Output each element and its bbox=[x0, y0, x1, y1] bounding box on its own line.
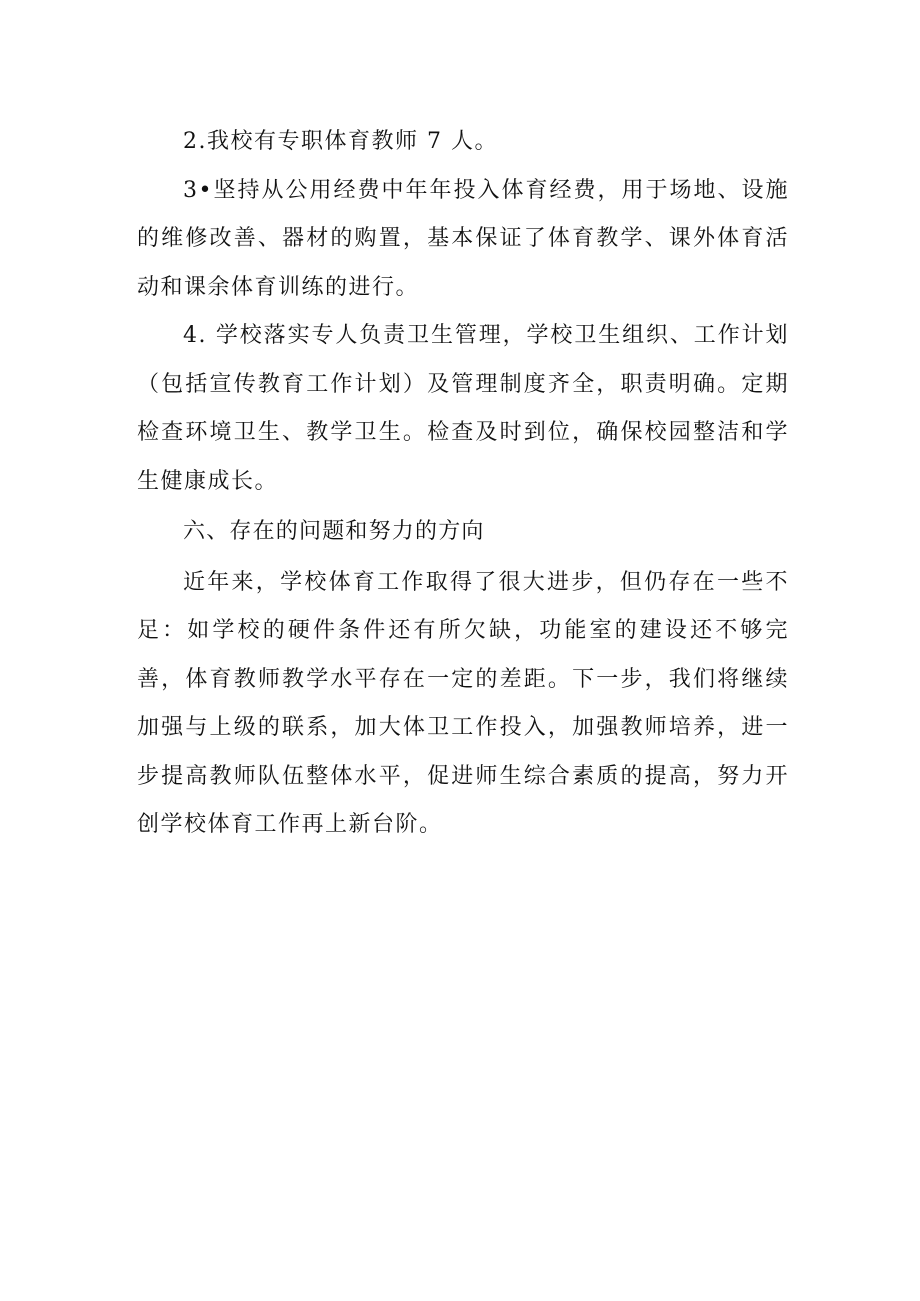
section-heading: 六、存在的问题和努力的方向 bbox=[183, 519, 485, 544]
document-body bbox=[137, 118, 789, 850]
closing-paragraph: 近年来，学校体育工作取得了很大进步，但仍存在一些不足：如学校的硬件条件还有所欠缺，功能室的建设还不够完善，体育教师教学水平存在一定的差距。下一步，我们将继续加强与上级的联系，加大体卫工作投入，加强教师培养，进一步提高教师队伍整体水平，促进师生综合素质的提高，努力开创学校体育工作再上新台阶。 bbox=[137, 569, 789, 837]
paragraph-item-2: 2.我校有专职体育教师 7 人。 bbox=[183, 129, 498, 154]
paragraph-item-3: 3•坚持从公用经费中年年投入体育经费，用于场地、设施的维修改善、器材的购置，基本保证了体育教学、课外体育活动和课余体育训练的进行。 bbox=[137, 177, 789, 300]
paragraph-item-4: 4. 学校落实专人负责卫生管理，学校卫生组织、工作计划（包括宣传教育工作计划）及管理制度齐全，职责明确。定期检查环境卫生、教学卫生。检查及时到位，确保校园整洁和学生健康成长。 bbox=[137, 323, 789, 494]
